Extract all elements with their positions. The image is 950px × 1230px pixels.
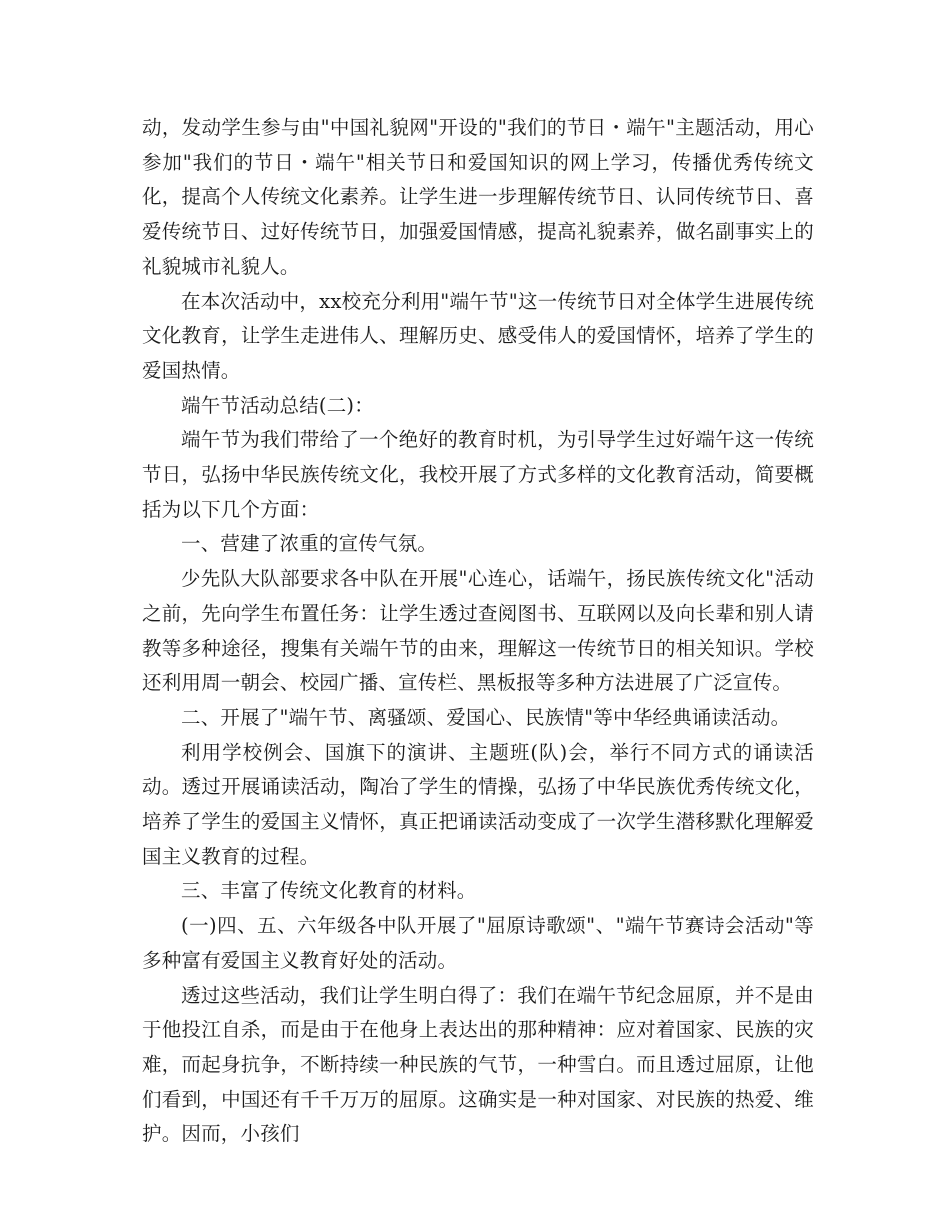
paragraph: 利用学校例会、国旗下的演讲、主题班(队)会，举行不同方式的诵读活动。透过开展诵读活动，陶冶了学生的情操，弘扬了中华民族优秀传统文化，培养了学生的爱国主义情怀，真正把诵读活动变成了一次学生潜移默化理解爱国主义教育的过程。 — [142, 740, 814, 868]
section-heading: 三、丰富了传统文化教育的材料。 — [181, 879, 477, 903]
paragraph: 少先队大队部要求各中队在开展"心连心，话端午，扬民族传统文化"活动之前，先向学生布置任务：让学生透过查阅图书、互联网以及向长辈和别人请教等多种途径，搜集有关端午节的由来，理解这一传统节日的相关知识。学校还利用周一朝会、校园广播、宣传栏、黑板报等多种方法进展了广泛宣传。 — [142, 567, 814, 695]
paragraph: 端午节为我们带给了一个绝好的教育时机，为引导学生过好端午这一传统节日，弘扬中华民族传统文化，我校开展了方式多样的文化教育活动，简要概括为以下几个方面： — [142, 428, 814, 521]
paragraph: 在本次活动中，xx校充分利用"端午节"这一传统节日对全体学生进展传统文化教育，让学生走进伟人、理解历史、感受伟人的爱国情怀，培养了学生的爱国热情。 — [142, 289, 814, 382]
paragraph: (一)四、五、六年级各中队开展了"屈原诗歌颂"、"端午节赛诗会活动"等多种富有爱国主义教育好处的活动。 — [142, 914, 814, 972]
paragraph: 动，发动学生参与由"中国礼貌网"开设的"我们的节日・端午"主题活动，用心参加"我们的节日・端午"相关节日和爱国知识的网上学习，传播优秀传统文化，提高个人传统文化素养。让学生进一步理解传统节日、认同传统节日、喜爱传统节日、过好传统节日，加强爱国情感，提高礼貌素养，做名副事实上的礼貌城市礼貌人。 — [142, 116, 814, 278]
section-heading: 端午节活动总结(二)： — [181, 393, 374, 417]
section-heading: 一、营建了浓重的宣传气氛。 — [181, 532, 438, 556]
section-heading: 二、开展了"端午节、离骚颂、爱国心、民族情"等中华经典诵读活动。 — [181, 705, 791, 729]
paragraph: 透过这些活动，我们让学生明白得了：我们在端午节纪念屈原，并不是由于他投江自杀，而是由于在他身上表达出的那种精神：应对着国家、民族的灾难，而起身抗争，不断持续一种民族的气节，一种雪白。而且透过屈原，让他们看到，中国还有千千万万的屈原。这确实是一种对国家、对民族的热爱、维护。因而，小孩们 — [142, 983, 814, 1146]
document-body — [142, 111, 814, 1152]
